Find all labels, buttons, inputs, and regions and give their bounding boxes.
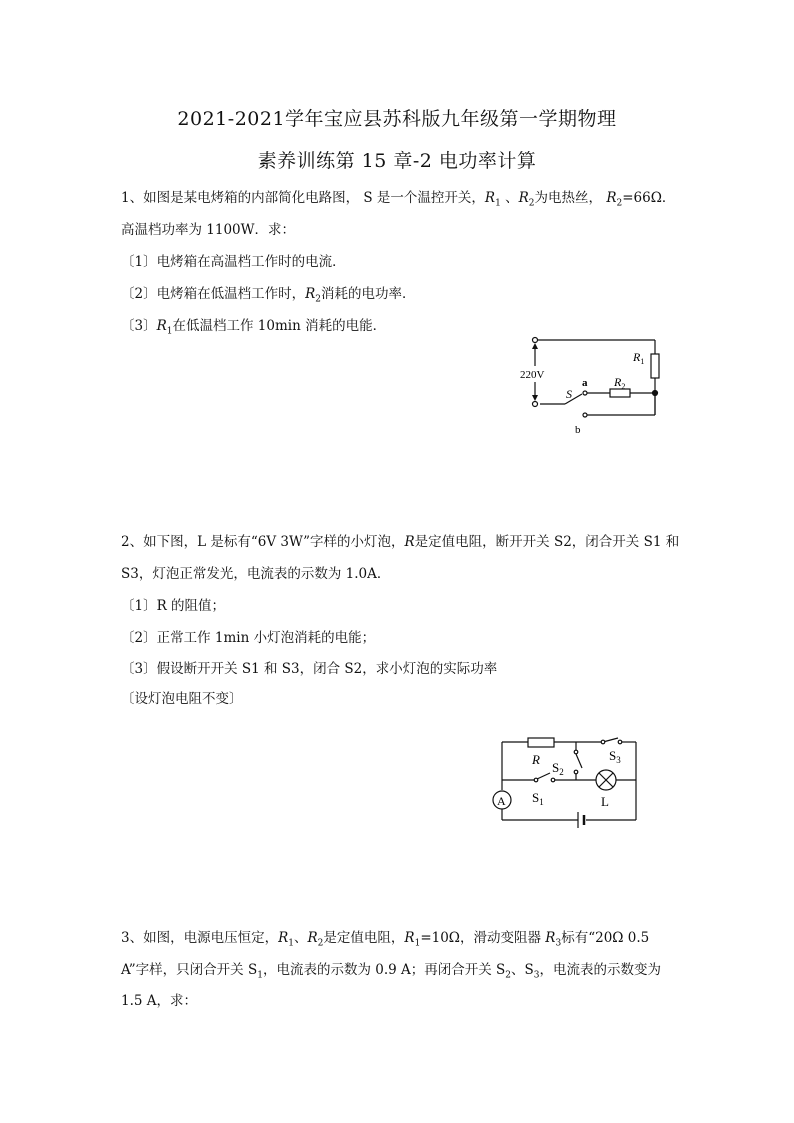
terminal-top: [533, 338, 538, 343]
label-l: L: [601, 794, 609, 809]
contact-a: [583, 391, 587, 395]
label-r1: $R_1$: [633, 350, 645, 366]
q2-part1: 〔1〕R 的阻值；: [121, 598, 226, 614]
q2-part2: 〔2〕正常工作 1min 小灯泡消耗的电能；: [121, 630, 376, 646]
q3-line1: 3、如图，电源电压恒定，$R_1$、$R_2$是定值电阻，$R_1=10\Omega$，滑动变阻器 $R_3$标有“20Ω 0.5: [121, 930, 650, 949]
q2-note: 〔设灯泡电阻不变〕: [121, 691, 243, 707]
q3-line3: 1.5 A，求：: [121, 993, 198, 1009]
q1-part2: 〔2〕电烤箱在低温档工作时，$R_2$消耗的电功率．: [121, 286, 416, 305]
label-220v: 220V: [520, 369, 545, 381]
document-title-line2: 素养训练第 15 章-2 电功率计算: [257, 150, 537, 172]
q2-circuit-diagram: [488, 730, 648, 830]
resistor-r: [528, 738, 554, 747]
resistor-r1: [651, 354, 659, 378]
label-r: R: [532, 752, 540, 767]
q2-line1: 2、如下图，L 是标有“6V 3W”字样的小灯泡，R是定值电阻，断开开关 S2，闭合开关 S1 和: [121, 534, 680, 550]
label-s: S: [566, 387, 572, 401]
label-s1: $S_1$: [532, 790, 544, 807]
q1-line1: 1、如图是某电烤箱的内部简化电路图， S 是一个温控开关，$R_1$ 、$R_2$为电热丝， $R_2=66\Omega$．: [121, 190, 676, 209]
label-a: a: [582, 377, 588, 389]
label-s2: $S_2$: [552, 760, 564, 777]
label-s3: $S_3$: [609, 748, 621, 765]
q2-part3: 〔3〕假设断开开关 S1 和 S3，闭合 S2，求小灯泡的实际功率: [121, 661, 498, 677]
switch-s1: [537, 773, 550, 779]
q1-line2: 高温档功率为 1100W．求：: [121, 222, 296, 238]
label-b: b: [575, 424, 581, 436]
terminal-bottom: [533, 402, 538, 407]
label-r2: $R_2$: [614, 375, 626, 391]
q3-line2: A”字样，只闭合开关 $S_1$，电流表的示数为 0.9 A；再闭合开关 $S_2$、$S_3$，电流表的示数变为: [121, 962, 662, 981]
resistor-r2: [610, 389, 630, 397]
q1-part3: 〔3〕$R_1$在低温档工作 10min 消耗的电能．: [121, 318, 387, 337]
q1-part1: 〔1〕电烤箱在高温档工作时的电流．: [121, 254, 346, 270]
label-ammeter: A: [497, 794, 506, 808]
switch-s2: [576, 754, 582, 768]
q2-line2: S3，灯泡正常发光，电流表的示数为 1.0A．: [121, 566, 391, 582]
contact-b: [583, 413, 587, 417]
q1-circuit-diagram: [510, 330, 670, 440]
document-title-line1: 2021-2021学年宝应县苏科版九年级第一学期物理: [177, 108, 617, 130]
